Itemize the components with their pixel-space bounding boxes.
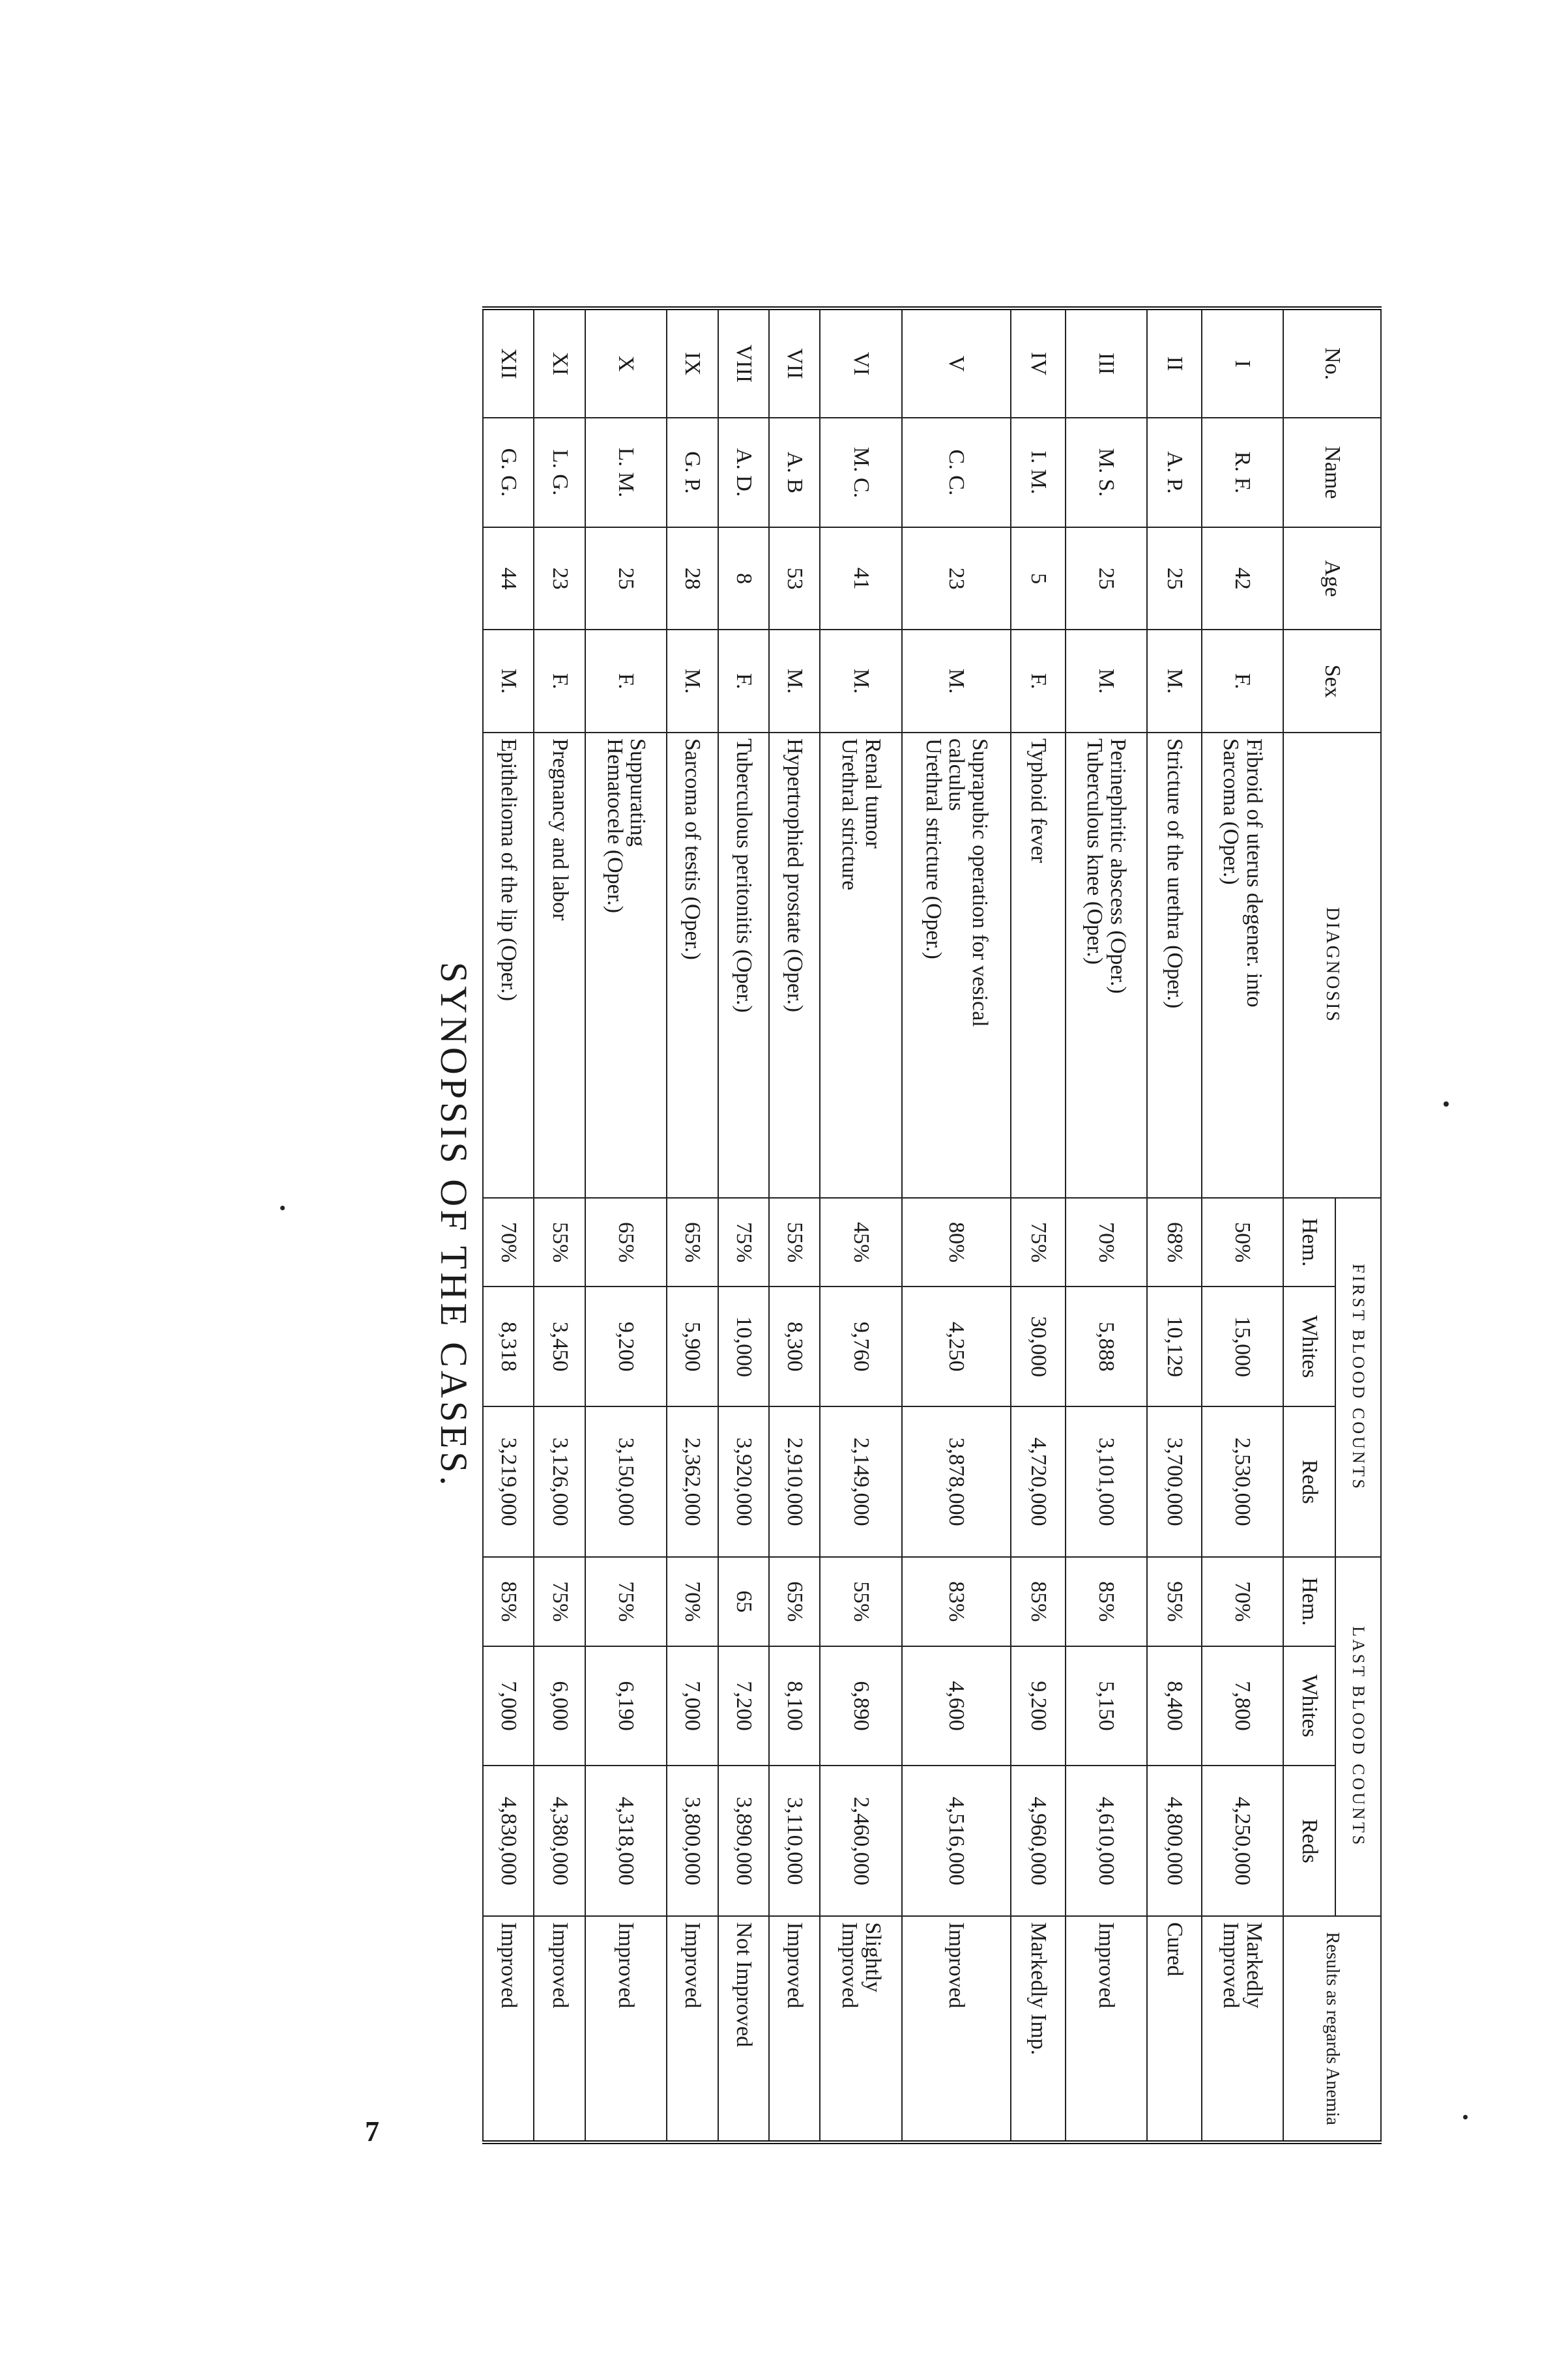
first-reds: 2,910,000 [769,1406,820,1557]
case-result: Cured [1147,1916,1202,2142]
last-reds: 4,250,000 [1202,1766,1283,1916]
case-diagnosis: Tuberculous peritonitis (Oper.) [718,733,769,1198]
header-results: Results as regards Anemia [1283,1916,1381,2142]
last-hem: 75% [585,1557,667,1646]
header-first-counts: FIRST BLOOD COUNTS [1335,1198,1381,1557]
case-sex: F. [718,630,769,732]
case-sex: M. [769,630,820,732]
table-row [718,308,769,2142]
case-result: Improved [534,1916,585,2142]
case-no: XI [534,308,585,418]
table-row [1202,308,1283,2142]
first-whites: 10,129 [1147,1287,1202,1406]
last-whites: 7,200 [718,1646,769,1766]
case-result: Improved [1066,1916,1147,2142]
case-sex: F. [534,630,585,732]
case-age: 5 [1011,527,1066,630]
case-result: Improved [667,1916,718,2142]
table-row [534,308,585,2142]
table-row [902,308,1011,2142]
table-row [1066,308,1147,2142]
header-last-reds: Reds [1283,1766,1335,1916]
case-result: Slightly Improved [820,1916,901,2142]
case-name: A. P. [1147,418,1202,527]
table-row [1147,308,1202,2142]
first-reds: 2,362,000 [667,1406,718,1557]
first-reds: 3,920,000 [718,1406,769,1557]
case-diagnosis: Stricture of the urethra (Oper.) [1147,733,1202,1198]
case-name: G. P. [667,418,718,527]
case-age: 53 [769,527,820,630]
last-hem: 85% [1066,1557,1147,1646]
case-name: I. M. [1011,418,1066,527]
last-reds: 3,800,000 [667,1766,718,1916]
case-name: L. G. [534,418,585,527]
last-reds: 4,516,000 [902,1766,1011,1916]
case-no: VI [820,308,901,418]
case-no: V [902,308,1011,418]
case-no: VIII [718,308,769,418]
last-reds: 4,318,000 [585,1766,667,1916]
case-name: L. M. [585,418,667,527]
last-whites: 6,190 [585,1646,667,1766]
first-hem: 50% [1202,1198,1283,1287]
case-no: IV [1011,308,1066,418]
case-diagnosis: Suprapubic operation for vesical calculus Urethral stricture (Oper.) [902,733,1011,1198]
table-row [820,308,901,2142]
case-age: 23 [902,527,1011,630]
first-hem: 65% [585,1198,667,1287]
last-hem: 95% [1147,1557,1202,1646]
first-reds: 3,150,000 [585,1406,667,1557]
first-whites: 8,318 [483,1287,534,1406]
last-reds: 4,960,000 [1011,1766,1066,1916]
case-result: Markedly Improved [1202,1916,1283,2142]
case-no: II [1147,308,1202,418]
rotated-table-region [433,306,1382,2144]
first-whites: 9,760 [820,1287,901,1406]
case-no: III [1066,308,1147,418]
header-age: Age [1283,527,1381,630]
header-last-counts: LAST BLOOD COUNTS [1335,1557,1381,1916]
case-age: 8 [718,527,769,630]
synopsis-table [482,306,1382,2144]
last-reds: 4,610,000 [1066,1766,1147,1916]
last-hem: 85% [1011,1557,1066,1646]
case-age: 28 [667,527,718,630]
first-whites: 5,888 [1066,1287,1147,1406]
case-no: X [585,308,667,418]
last-whites: 5,150 [1066,1646,1147,1766]
case-result: Improved [902,1916,1011,2142]
first-hem: 55% [534,1198,585,1287]
case-sex: M. [820,630,901,732]
case-age: 23 [534,527,585,630]
last-reds: 3,110,000 [769,1766,820,1916]
last-whites: 7,000 [667,1646,718,1766]
case-name: R. F. [1202,418,1283,527]
page-number: 7 [365,2116,379,2147]
case-age: 44 [483,527,534,630]
last-whites: 8,100 [769,1646,820,1766]
first-whites: 3,450 [534,1287,585,1406]
first-reds: 3,219,000 [483,1406,534,1557]
case-sex: F. [585,630,667,732]
last-hem: 83% [902,1557,1011,1646]
first-hem: 75% [718,1198,769,1287]
case-diagnosis: Epithelioma of the lip (Oper.) [483,733,534,1198]
last-hem: 55% [820,1557,901,1646]
last-reds: 2,460,000 [820,1766,901,1916]
case-sex: M. [483,630,534,732]
header-no: No. [1283,308,1381,418]
first-hem: 65% [667,1198,718,1287]
header-last-whites: Whites [1283,1646,1335,1766]
case-diagnosis: Sarcoma of testis (Oper.) [667,733,718,1198]
first-whites: 30,000 [1011,1287,1066,1406]
table-row [483,308,534,2142]
case-diagnosis: Suppurating Hematocele (Oper.) [585,733,667,1198]
case-sex: M. [667,630,718,732]
case-no: XII [483,308,534,418]
last-hem: 70% [667,1557,718,1646]
first-whites: 8,300 [769,1287,820,1406]
first-whites: 4,250 [902,1287,1011,1406]
header-name: Name [1283,418,1381,527]
case-no: IX [667,308,718,418]
first-reds: 2,530,000 [1202,1406,1283,1557]
first-whites: 10,000 [718,1287,769,1406]
case-age: 25 [1066,527,1147,630]
first-reds: 3,126,000 [534,1406,585,1557]
first-whites: 5,900 [667,1287,718,1406]
case-diagnosis: Perinephritic abscess (Oper.) Tuberculous knee (Oper.) [1066,733,1147,1198]
header-sex: Sex [1283,630,1381,732]
case-diagnosis: Renal tumor Urethral stricture [820,733,901,1198]
case-age: 25 [1147,527,1202,630]
last-hem: 70% [1202,1557,1283,1646]
first-reds: 2,149,000 [820,1406,901,1557]
first-whites: 15,000 [1202,1287,1283,1406]
last-whites: 6,890 [820,1646,901,1766]
first-hem: 70% [1066,1198,1147,1287]
last-whites: 7,000 [483,1646,534,1766]
first-hem: 75% [1011,1198,1066,1287]
case-sex: M. [902,630,1011,732]
case-name: M. S. [1066,418,1147,527]
case-diagnosis: Pregnancy and labor [534,733,585,1198]
first-hem: 45% [820,1198,901,1287]
first-whites: 9,200 [585,1287,667,1406]
case-age: 42 [1202,527,1283,630]
case-name: A. B [769,418,820,527]
case-name: A. D. [718,418,769,527]
first-reds: 3,700,000 [1147,1406,1202,1557]
last-reds: 4,800,000 [1147,1766,1202,1916]
last-hem: 85% [483,1557,534,1646]
last-whites: 7,800 [1202,1646,1283,1766]
page-title: SYNOPSIS OF THE CASES. [433,961,475,1489]
last-whites: 6,000 [534,1646,585,1766]
case-age: 25 [585,527,667,630]
case-sex: F. [1011,630,1066,732]
first-reds: 3,101,000 [1066,1406,1147,1557]
header-first-whites: Whites [1283,1287,1335,1406]
table-row [1011,308,1066,2142]
case-no: I [1202,308,1283,418]
header-diagnosis: DIAGNOSIS [1283,733,1381,1198]
case-name: M. C. [820,418,901,527]
print-speck [1444,1101,1449,1107]
header-row-groups [1335,308,1381,2142]
print-speck [280,1206,285,1210]
table-row [667,308,718,2142]
case-diagnosis: Typhoid fever [1011,733,1066,1198]
last-hem: 65 [718,1557,769,1646]
case-sex: M. [1066,630,1147,732]
case-result: Improved [769,1916,820,2142]
case-name: G. G. [483,418,534,527]
case-result: Not Improved [718,1916,769,2142]
last-hem: 65% [769,1557,820,1646]
case-sex: M. [1147,630,1202,732]
first-hem: 55% [769,1198,820,1287]
header-first-reds: Reds [1283,1406,1335,1557]
header-first-hem: Hem. [1283,1198,1335,1287]
first-hem: 68% [1147,1198,1202,1287]
last-reds: 3,890,000 [718,1766,769,1916]
last-reds: 4,830,000 [483,1766,534,1916]
case-name: C. C. [902,418,1011,527]
last-whites: 8,400 [1147,1646,1202,1766]
case-diagnosis: Fibroid of uterus degener. into Sarcoma (Oper.) [1202,733,1283,1198]
last-whites: 9,200 [1011,1646,1066,1766]
case-result: Markedly Imp. [1011,1916,1066,2142]
first-hem: 80% [902,1198,1011,1287]
case-age: 41 [820,527,901,630]
table-row [585,308,667,2142]
header-last-hem: Hem. [1283,1557,1335,1646]
print-speck [1463,2115,1468,2119]
case-result: Improved [585,1916,667,2142]
first-reds: 4,720,000 [1011,1406,1066,1557]
last-whites: 4,600 [902,1646,1011,1766]
first-hem: 70% [483,1198,534,1287]
case-result: Improved [483,1916,534,2142]
last-hem: 75% [534,1557,585,1646]
last-reds: 4,380,000 [534,1766,585,1916]
case-diagnosis: Hypertrophied prostate (Oper.) [769,733,820,1198]
first-reds: 3,878,000 [902,1406,1011,1557]
case-no: VII [769,308,820,418]
table-row [769,308,820,2142]
case-sex: F. [1202,630,1283,732]
